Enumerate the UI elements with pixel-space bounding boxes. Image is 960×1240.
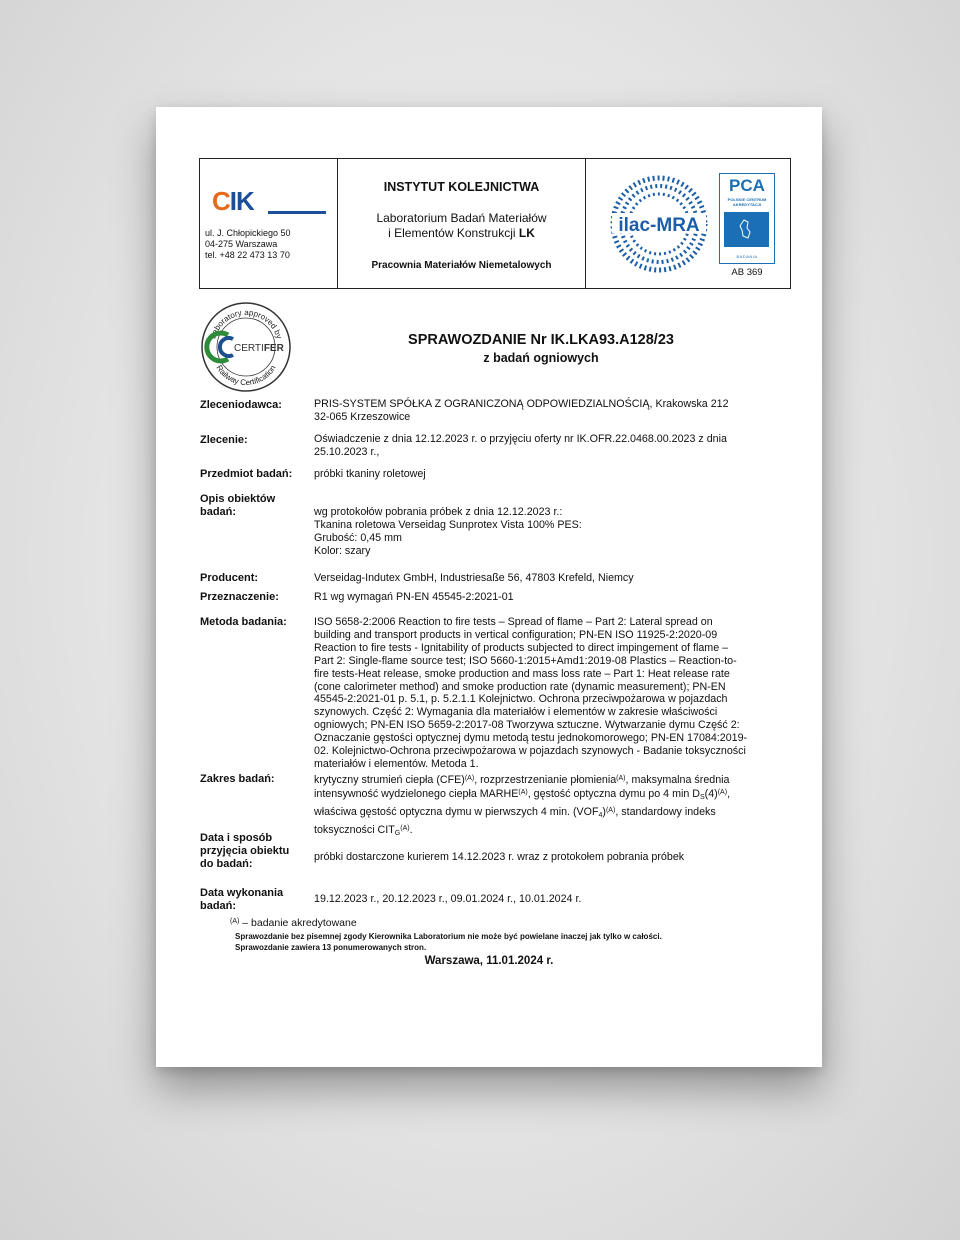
producer-label: Producent:	[200, 572, 259, 584]
accredited-note: $^{(A)}$ – badanie akredytowane	[230, 917, 357, 929]
workshop-name: Pracownia Materiałów Niemetalowych	[371, 260, 552, 271]
ik-logo-cell	[200, 159, 338, 288]
institute-address: ul. J. Chłopickiego 50 04-275 Warszawa tel. +48 22 473 13 70	[205, 228, 291, 260]
scope-value: krytyczny strumień ciepła (CFE)$^{(A)}$, rozprzestrzenianie płomienia$^{(A)}$, maksymalna średnia intensywność wydzielonego ciepła $MARHE^{(A)}$, gęstość optyczna dymu po 4 $\min D_S(4)^{(A)}$, właściwa gęstość optyczna dymu w pierwszych 4 min. $(VOF_4)^{(A)}$, standardowy indeks toksyczności $CIT_G^{(A)}$.	[314, 774, 731, 837]
report-page	[156, 107, 822, 1067]
accreditation-cell	[586, 159, 792, 288]
copy-note: Sprawozdanie bez pisemnej zgody Kierownika Laboratorium nie może być powielane inaczej jak tylko w całości.	[235, 932, 662, 941]
method-label: Metoda badania:	[200, 616, 287, 628]
dates-value: 19.12.2023 r., 20.12.2023 r., 09.01.2024 r., 10.01.2024 r.	[314, 893, 582, 905]
institute-cell	[338, 159, 586, 288]
svg-text:Railway Certification: Railway Certification	[214, 363, 278, 388]
producer-value: Verseidag-Indutex GmbH, Industriesaße 56, 47803 Krefeld, Niemcy	[314, 572, 634, 584]
laboratory-name: Laboratorium Badań Materiałów i Elementów Konstrukcji LK	[376, 211, 547, 240]
order-label: Zlecenie:	[200, 434, 248, 446]
objects-label: Opis obiektów badań:	[200, 493, 276, 518]
method-value: ISO 5658-2:2006 Reaction to fire tests – Spread of flame – Part 2: Lateral spread on building and transport products in vertical configuration; PN-EN ISO 11925-2:2020-09 Reaction to fire tests - Ignitability of products subjected to direct impingement of flame – Part 2: Single-flame source test; ISO 5660-1:2015+Amd1:2019-08 Plastics – Reaction-to- fire tests-Heat release, smoke production and mass loss rate – Part 1: Heat release rate (cone calorimeter method) and smoke production rate (dynamic measurement); PN-EN 45545-2:2021-01 p. 5.1, p. 5.2.1.1 Kolejnictwo. Ochrona przeciwpożarowa w pojazdach szynowych. Część 2: Wymagania dla materiałów i elementów w zakresie właściwości ogniowych; PN-EN ISO 5659-2:2017-08 Tworzywa sztuczne. Wytwarzanie dymu Część 2: Oznaczanie gęstości optycznej dymu metodą testu jednokomorowego; PN-EN 17084:2019- 02. Kolejnictwo-Ochrona przeciwpożarowa w pojazdach szynowych - Badanie toksyczności materiałów i elementów. Metoda 1.	[314, 616, 748, 770]
header-box	[199, 158, 791, 289]
order-value: Oświadczenie z dnia 12.12.2023 r. o przyjęciu oferty nr IK.OFR.22.0468.00.2023 z dnia 25.10.2023 r.,	[314, 433, 727, 458]
client-label: Zleceniodawca:	[200, 399, 282, 411]
place-date: Warszawa, 11.01.2024 r.	[424, 955, 554, 967]
svg-text:Laboratory approved by: Laboratory approved by	[208, 307, 284, 340]
svg-text:ilac-MRA: ilac-MRA	[618, 215, 700, 236]
purpose-label: Przeznaczenie:	[200, 591, 279, 603]
svg-text:CERTIFER: CERTIFER	[234, 343, 284, 354]
purpose-value: R1 wg wymagań PN-EN 45545-2:2021-01	[314, 591, 514, 603]
institute-name: INSTYTUT KOLEJNICTWA	[383, 180, 540, 194]
ik-logo: CIK	[212, 186, 254, 216]
pca-logo: PCA POLSKIE CENTRUM AKREDYTACJI BADANIA	[719, 173, 775, 264]
objects-value: wg protokołów pobrania próbek z dnia 12.12.2023 r.: Tkanina roletowa Verseidag Sunprotex Vista 100% PES: Grubość: 0,45 mm Kolor: szary	[314, 506, 582, 557]
certifer-logo	[200, 301, 292, 393]
report-title: SPRAWOZDANIE Nr IK.LKA93.A128/23	[408, 332, 674, 348]
subject-label: Przedmiot badań:	[200, 468, 293, 480]
subject-value: próbki tkaniny roletowej	[314, 468, 426, 480]
pca-accreditation-number: AB 369	[731, 267, 763, 278]
scope-label: Zakres badań:	[200, 773, 275, 785]
ilac-mra-logo	[610, 173, 708, 275]
report-subtitle: z badań ogniowych	[483, 351, 599, 365]
client-value: PRIS-SYSTEM SPÓŁKA Z OGRANICZONĄ ODPOWIEDZIALNOŚCIĄ, Krakowska 212 32-065 Krzeszowice	[314, 398, 729, 423]
pca-map-icon	[724, 212, 769, 247]
dates-label: Data wykonania badań:	[200, 887, 284, 912]
delivery-value: próbki dostarczone kurierem 14.12.2023 r. wraz z protokołem pobrania próbek	[314, 851, 685, 863]
pages-note: Sprawozdanie zawiera 13 ponumerowanych stron.	[235, 943, 427, 952]
delivery-label: Data i sposób przyjęcia obiektu do badań:	[200, 832, 290, 870]
ik-logo-underline	[268, 211, 326, 214]
